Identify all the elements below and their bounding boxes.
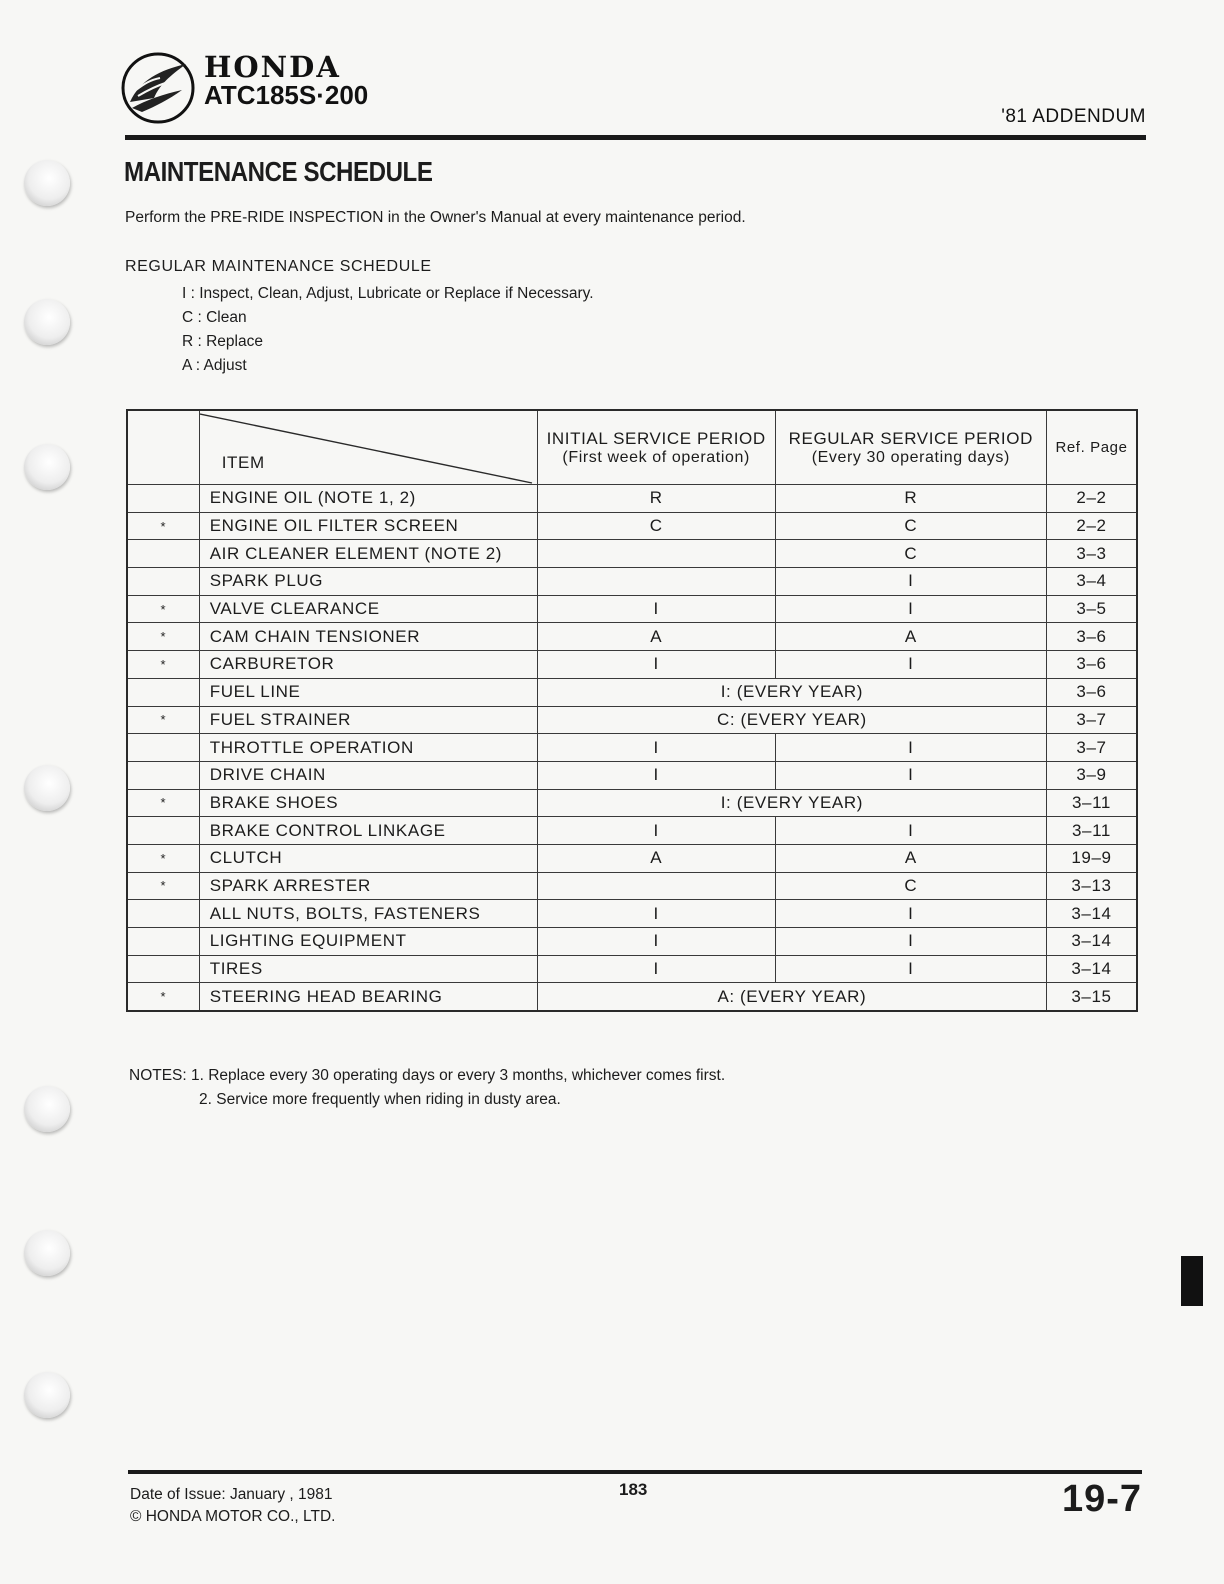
- table-row: [127, 983, 1137, 1011]
- item-name: AIR CLEANER ELEMENT (NOTE 2): [199, 540, 537, 568]
- page-number: 183: [619, 1480, 648, 1499]
- item-name: STEERING HEAD BEARING: [199, 983, 537, 1011]
- table-row: [127, 789, 1137, 817]
- ref-page: 3–9: [1046, 761, 1137, 789]
- item-name: ENGINE OIL FILTER SCREEN: [199, 512, 537, 540]
- binder-hole: [24, 1086, 70, 1132]
- item-name: BRAKE SHOES: [199, 789, 537, 817]
- critical-item-marker: [127, 817, 199, 845]
- note-line: NOTES: 1. Replace every 30 operating days or every 3 months, whichever comes first.: [129, 1067, 726, 1084]
- critical-item-marker: *: [127, 595, 199, 623]
- ref-page: 2–2: [1046, 512, 1137, 540]
- critical-item-marker: [127, 734, 199, 762]
- table-row: [127, 817, 1137, 845]
- brand-name: HONDA: [204, 50, 341, 84]
- schedule-heading: REGULAR MAINTENANCE SCHEDULE: [125, 258, 432, 275]
- ref-page: 3–7: [1046, 706, 1137, 734]
- regular-service-action: I: [775, 734, 1046, 762]
- merged-interval: I: (EVERY YEAR): [537, 789, 1046, 817]
- table-row: [127, 678, 1137, 706]
- critical-item-marker: *: [127, 512, 199, 540]
- initial-service-action: I: [537, 761, 775, 789]
- table-row: [127, 651, 1137, 679]
- ref-page: 3–6: [1046, 623, 1137, 651]
- critical-item-marker: [127, 900, 199, 928]
- regular-service-action: R: [775, 485, 1046, 513]
- item-name: FUEL LINE: [199, 678, 537, 706]
- binder-hole: [24, 299, 70, 345]
- table-row: [127, 540, 1137, 568]
- table-row: [127, 595, 1137, 623]
- model-name: ATC185S·200: [204, 80, 369, 110]
- critical-item-marker: [127, 928, 199, 956]
- item-name: SPARK PLUG: [199, 568, 537, 596]
- maintenance-table: [126, 409, 1138, 1012]
- diagonal-divider: [200, 411, 533, 485]
- item-name: SPARK ARRESTER: [199, 872, 537, 900]
- initial-service-action: I: [537, 595, 775, 623]
- item-name: TIRES: [199, 955, 537, 983]
- regular-service-action: C: [775, 872, 1046, 900]
- ref-page: 3–7: [1046, 734, 1137, 762]
- initial-service-action: I: [537, 817, 775, 845]
- table-row: [127, 872, 1137, 900]
- initial-service-action: A: [537, 623, 775, 651]
- critical-item-marker: *: [127, 623, 199, 651]
- regular-service-action: C: [775, 540, 1046, 568]
- initial-service-action: I: [537, 955, 775, 983]
- footer-info: [130, 1484, 335, 1528]
- ref-page: 2–2: [1046, 485, 1137, 513]
- critical-item-marker: *: [127, 983, 199, 1011]
- regular-service-action: I: [775, 595, 1046, 623]
- issue-date: Date of Issue: January , 1981: [130, 1486, 333, 1503]
- item-name: THROTTLE OPERATION: [199, 734, 537, 762]
- ref-page: 3–11: [1046, 817, 1137, 845]
- ref-page: 3–15: [1046, 983, 1137, 1011]
- critical-item-marker: [127, 761, 199, 789]
- legend-item: A : Adjust: [182, 357, 247, 374]
- legend-item: C : Clean: [182, 309, 247, 326]
- copyright: © HONDA MOTOR CO., LTD.: [130, 1508, 336, 1525]
- ref-page: 3–3: [1046, 540, 1137, 568]
- critical-item-marker: *: [127, 872, 199, 900]
- honda-wing-logo-icon: [120, 50, 196, 126]
- critical-item-marker: *: [127, 789, 199, 817]
- initial-service-action: A: [537, 844, 775, 872]
- critical-item-marker: *: [127, 651, 199, 679]
- page-title: MAINTENANCE SCHEDULE: [124, 156, 433, 187]
- critical-item-marker: [127, 568, 199, 596]
- binder-hole: [24, 765, 70, 811]
- binder-hole: [24, 444, 70, 490]
- item-name: CARBURETOR: [199, 651, 537, 679]
- critical-item-marker: *: [127, 844, 199, 872]
- initial-service-action: [537, 540, 775, 568]
- item-name: VALVE CLEARANCE: [199, 595, 537, 623]
- item-name: CAM CHAIN TENSIONER: [199, 623, 537, 651]
- table-row: [127, 900, 1137, 928]
- table-row: [127, 761, 1137, 789]
- table-row: [127, 623, 1137, 651]
- intro-text: Perform the PRE-RIDE INSPECTION in the Owner's Manual at every maintenance period.: [125, 209, 746, 226]
- initial-service-action: [537, 872, 775, 900]
- section-tab-marker: [1181, 1256, 1203, 1306]
- critical-item-marker: *: [127, 706, 199, 734]
- merged-interval: A: (EVERY YEAR): [537, 983, 1046, 1011]
- regular-service-action: A: [775, 623, 1046, 651]
- ref-page: 3–13: [1046, 872, 1137, 900]
- regular-period-title: REGULAR SERVICE PERIOD: [788, 428, 1033, 448]
- ref-page: 3–14: [1046, 955, 1137, 983]
- regular-service-action: A: [775, 844, 1046, 872]
- ref-page: 3–5: [1046, 595, 1137, 623]
- merged-interval: C: (EVERY YEAR): [537, 706, 1046, 734]
- note-line: 2. Service more frequently when riding in dusty area.: [199, 1091, 561, 1108]
- critical-item-marker: [127, 955, 199, 983]
- merged-interval: I: (EVERY YEAR): [537, 678, 1046, 706]
- item-column-header: [199, 410, 537, 485]
- critical-item-marker: [127, 540, 199, 568]
- regular-service-action: I: [775, 900, 1046, 928]
- legend: [182, 282, 594, 378]
- binder-hole: [24, 1230, 70, 1276]
- ref-page-header: Ref. Page: [1046, 410, 1137, 485]
- addendum-label: '81 ADDENDUM: [1001, 106, 1146, 127]
- ref-page: 3–11: [1046, 789, 1137, 817]
- critical-item-marker: [127, 678, 199, 706]
- regular-service-action: I: [775, 817, 1046, 845]
- item-name: ENGINE OIL (NOTE 1, 2): [199, 485, 537, 513]
- item-name: ALL NUTS, BOLTS, FASTENERS: [199, 900, 537, 928]
- star-column-header: [127, 410, 199, 485]
- notes: [129, 1064, 725, 1112]
- initial-period-subtitle: (First week of operation): [562, 448, 750, 466]
- legend-item: R : Replace: [182, 333, 263, 350]
- table-row: [127, 928, 1137, 956]
- regular-service-action: C: [775, 512, 1046, 540]
- initial-service-action: I: [537, 651, 775, 679]
- initial-service-action: R: [537, 485, 775, 513]
- table-row: [127, 706, 1137, 734]
- initial-service-action: [537, 568, 775, 596]
- table-row: [127, 512, 1137, 540]
- regular-service-action: I: [775, 928, 1046, 956]
- item-name: DRIVE CHAIN: [199, 761, 537, 789]
- table-row: [127, 568, 1137, 596]
- initial-period-title: INITIAL SERVICE PERIOD: [546, 428, 766, 448]
- initial-service-action: C: [537, 512, 775, 540]
- table-row: [127, 844, 1137, 872]
- item-name: CLUTCH: [199, 844, 537, 872]
- ref-page: 19–9: [1046, 844, 1137, 872]
- ref-page: 3–14: [1046, 928, 1137, 956]
- regular-period-header: [775, 410, 1046, 485]
- item-name: BRAKE CONTROL LINKAGE: [199, 817, 537, 845]
- item-name: LIGHTING EQUIPMENT: [199, 928, 537, 956]
- table-row: [127, 485, 1137, 513]
- critical-item-marker: [127, 485, 199, 513]
- item-name: FUEL STRAINER: [199, 706, 537, 734]
- regular-service-action: I: [775, 568, 1046, 596]
- ref-page: 3–4: [1046, 568, 1137, 596]
- header-rule: [125, 135, 1146, 140]
- legend-item: I : Inspect, Clean, Adjust, Lubricate or Replace if Necessary.: [182, 285, 594, 302]
- table-row: [127, 955, 1137, 983]
- item-header-label: ITEM: [221, 453, 265, 472]
- ref-page: 3–14: [1046, 900, 1137, 928]
- binder-hole: [24, 160, 70, 206]
- initial-service-action: I: [537, 928, 775, 956]
- footer-rule: [128, 1470, 1142, 1474]
- binder-hole: [24, 1372, 70, 1418]
- ref-page: 3–6: [1046, 651, 1137, 679]
- regular-service-action: I: [775, 651, 1046, 679]
- initial-service-action: I: [537, 900, 775, 928]
- table-row: [127, 734, 1137, 762]
- regular-service-action: I: [775, 761, 1046, 789]
- section-page-number: 19-7: [1061, 1478, 1142, 1520]
- ref-page: 3–6: [1046, 678, 1137, 706]
- regular-service-action: I: [775, 955, 1046, 983]
- regular-period-subtitle: (Every 30 operating days): [811, 448, 1010, 466]
- initial-service-action: I: [537, 734, 775, 762]
- initial-period-header: [537, 410, 775, 485]
